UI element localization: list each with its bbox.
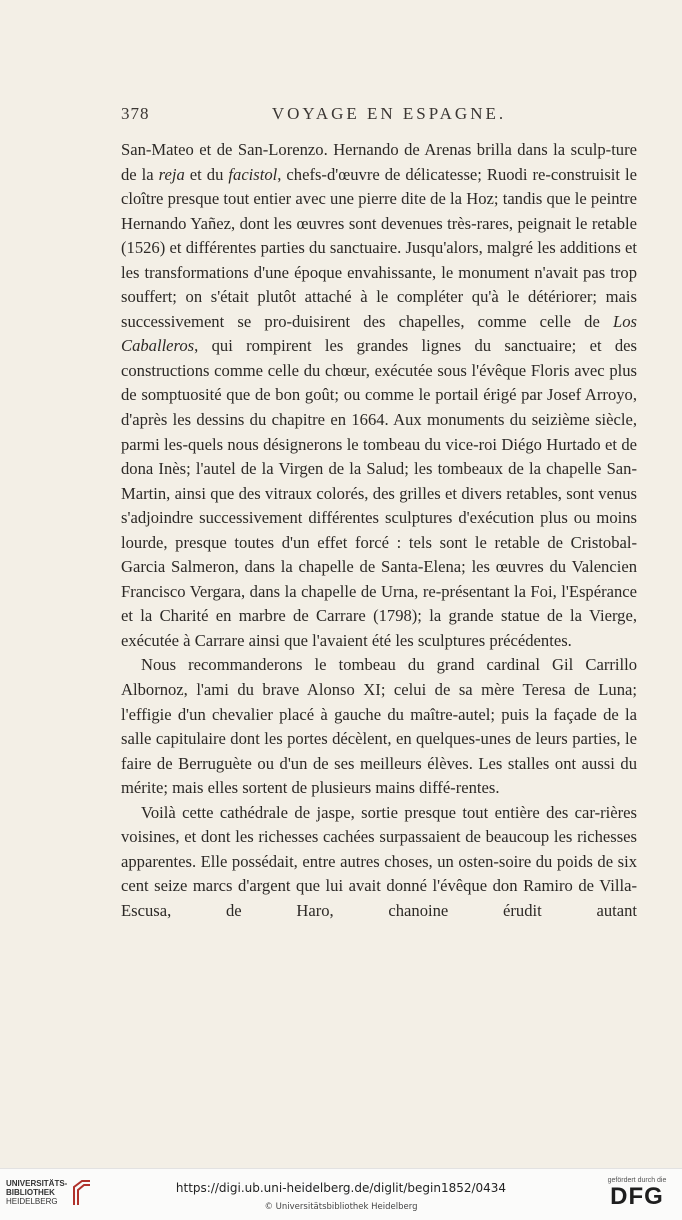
text-run: et du bbox=[184, 164, 229, 184]
text-run: , qui rompirent les grandes lignes du sanctuaire; et des constructions comme celle du chœur, exécutée sous l'évêque Floris avec plus de somptuosité que de bon goût; ou comme le portail érigé par Josef Arroyo, d'après les dessins du chapitre en 1664. Aux monuments du seizième siècle, parmi les-quels nous désignerons le tombeau du vice-roi Diégo Hurtado et de dona Inès; l'autel de la Virgen de la Salud; les tombeaux de la chapelle San-Martin, ainsi que des vitraux colorés, des grilles et divers retables, sont venus s'adjoindre successivement différentes sculptures d'exécution plus ou moins lourde, presque toutes d'un effet forcé : tels sont le retable de Cristobal-Garcia Salmeron, dans la chapelle de Santa-Elena; les œuvres du Valencien Francisco Vergara, dans la chapelle de Urna, re-présentant la Foi, l'Espérance et la Charité en marbre de Carrare (1798); la grande statue de la Vierge, exécutée à Carrare ainsi que l'avaient été les sculptures précédentes. bbox=[121, 336, 637, 650]
italic-term: reja bbox=[158, 164, 185, 184]
italic-term: facistol bbox=[228, 164, 278, 184]
text-run: , chefs-d'œuvre de délicatesse; Ruodi re-construisit le cloître presque tout entier avec une pierre dite de la Hoz; tandis que le peintre Hernando Yañez, dont les œuvres sont devenues très-rares, peignait le retable (1526) et différentes parties du sanctuaire. Jusqu'alors, malgré les additions et les transformations d'une époque envahissante, le monument n'avait pas trop souffert; on s'était plutôt attaché à le compléter qu'à le détériorer; mais successivement se pro-duisirent des chapelles, comme celle de bbox=[121, 164, 638, 331]
page-number: 378 bbox=[121, 104, 150, 123]
permalink-url[interactable]: https://digi.ub.uni-heidelberg.de/diglit/begin1852/0434 bbox=[175, 1181, 507, 1195]
text-run: San-Mateo et de San-Lorenzo. Hernando de Arenas brilla dans la sculp-ture de la bbox=[121, 140, 637, 184]
body-text bbox=[121, 138, 637, 924]
viewer-footer bbox=[0, 1168, 682, 1220]
library-name-line-2: BIBLIOTHEK bbox=[6, 1188, 55, 1197]
copyright-notice: © Universitätsbibliothek Heidelberg bbox=[264, 1202, 418, 1212]
paragraph-2: Nous recommanderons le tombeau du grand cardinal Gil Carrillo Albornoz, l'ami du brave Alonso XI; celui de sa mère Teresa de Luna; l'effigie d'un chevalier placé à gauche du maître-autel; puis la façade de la salle capitulaire dont les portes décèlent, en quelques-unes de leurs parties, le faire de Berruguète ou d'un de ses meilleurs élèves. Les stalles ont aussi du mérite; mais elles sortent de plusieurs mains diffé-rentes. bbox=[121, 655, 637, 798]
paragraph-1 bbox=[121, 138, 637, 653]
page-header bbox=[121, 100, 637, 130]
running-title: VOYAGE EN ESPAGNE. bbox=[271, 104, 507, 123]
italic-term: Los Caballeros bbox=[121, 311, 637, 356]
paragraph-3: Voilà cette cathédrale de jaspe, sortie presque tout entière des car-rières voisines, et dont les richesses cachées surpassaient de beaucoup les richesses apparentes. Elle possédait, entre autres choses, un osten-soire du poids de six cent seize marcs d'argent que lui avait donné l'évêque don Ramiro de Villa-Escusa, de Haro, chanoine érudit autant bbox=[121, 802, 637, 920]
library-name-line-3: HEIDELBERG bbox=[6, 1197, 58, 1206]
dfg-logo[interactable] bbox=[602, 1177, 672, 1210]
library-name-line-1: UNIVERSITÄTS- bbox=[6, 1179, 68, 1188]
funder-label: gefördert durch die bbox=[607, 1177, 667, 1184]
dfg-logo-text: DFG bbox=[610, 1183, 664, 1210]
